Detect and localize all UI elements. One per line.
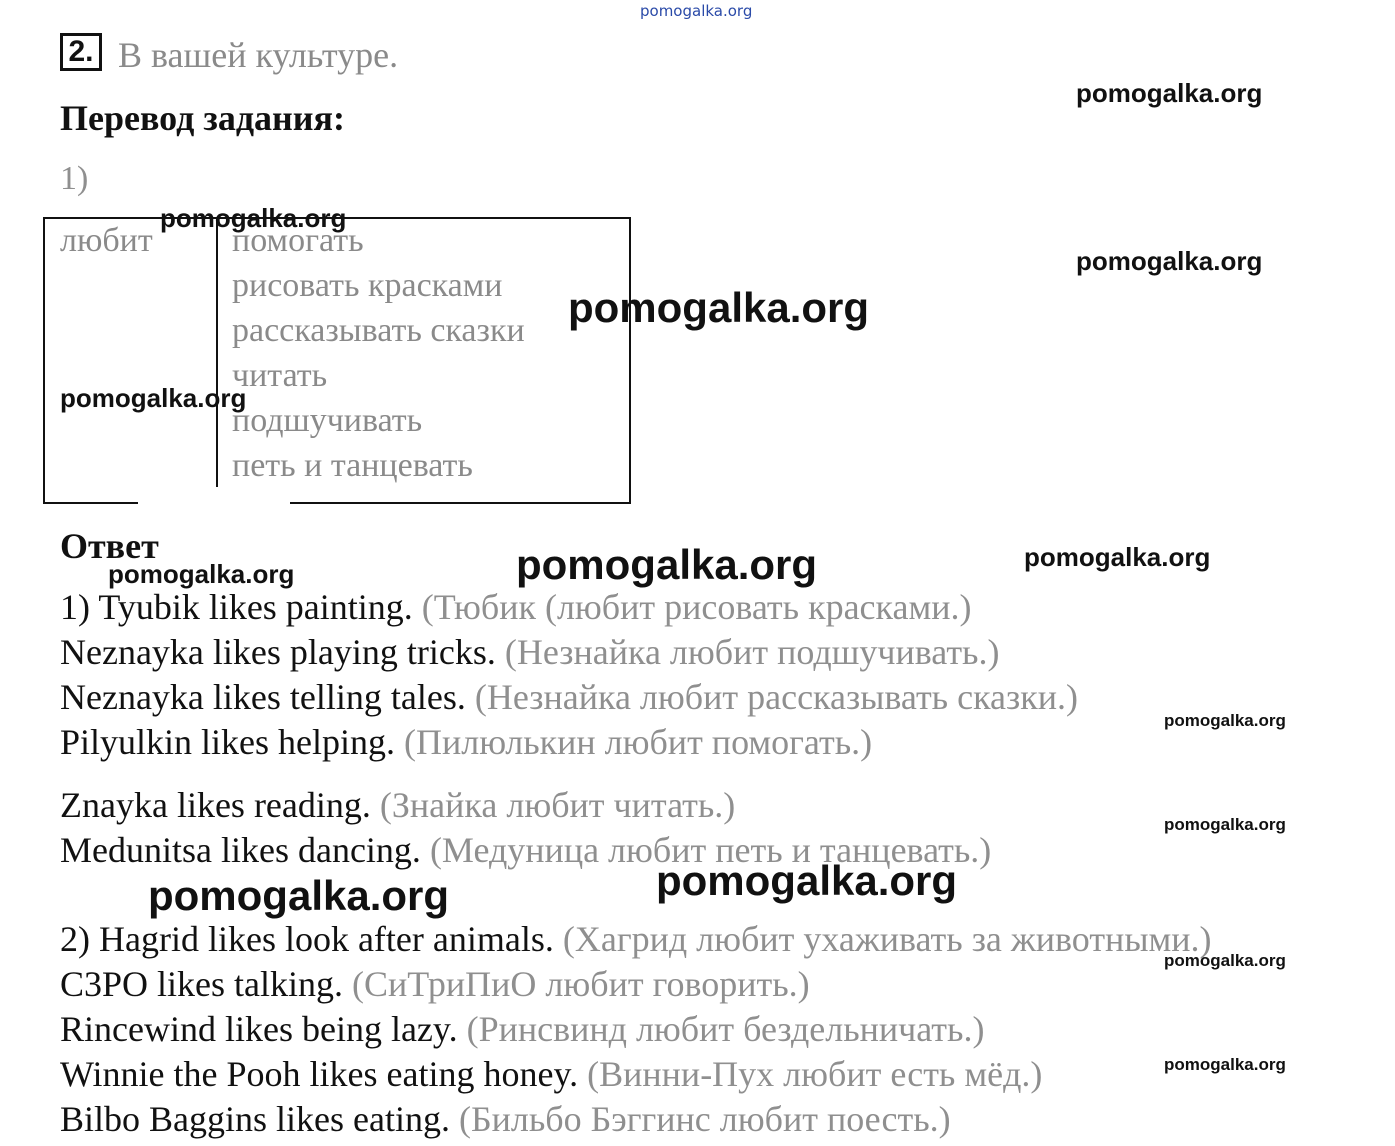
answer-english: Winnie the Pooh likes eating honey. [60,1054,579,1094]
watermark: pomogalka.org [568,284,870,331]
watermark: pomogalka.org [1164,815,1286,834]
activity-item: помогать [232,222,364,259]
answer-english: C3PO likes talking. [60,964,344,1004]
answer-translation: (Винни-Пух любит есть мёд.) [587,1054,1043,1094]
watermark: pomogalka.org [1076,246,1263,276]
watermark: pomogalka.org [108,559,295,589]
answer-translation: (Хагрид любит ухаживать за животными.) [562,919,1212,959]
activity-item: читать [232,357,328,394]
watermark: pomogalka.org [148,872,450,919]
watermark: pomogalka.org [60,383,247,413]
watermark: pomogalka.org [1164,1055,1286,1074]
watermark: pomogalka.org [656,857,958,904]
frame-gap [138,500,290,508]
watermark: pomogalka.org [1024,542,1211,572]
verb-cell: любит [60,222,153,259]
watermark: pomogalka.org [1164,711,1286,730]
verb-table-divider [216,219,218,487]
answer-line [60,918,1212,960]
answer-line [60,1053,1042,1095]
answer-translation: (Бильбо Бэггинс любит поесть.) [458,1099,951,1139]
answer-translation: (Тюбик (любит рисовать красками.) [421,587,972,627]
task-number-box: 2. [60,33,102,71]
translation-heading: Перевод задания: [60,98,345,138]
answer-translation: (Медуница любит петь и танцевать.) [429,830,992,870]
answer-english: Medunitsa likes dancing. [60,830,421,870]
answer-translation: (Незнайка любит рассказывать сказки.) [474,677,1078,717]
answer-translation: (СиТриПиО любит говорить.) [352,964,810,1004]
answer-english: Bilbo Baggins likes eating. [60,1099,450,1139]
answer-english: Pilyulkin likes helping. [60,722,396,762]
answer-line [60,676,1078,718]
activity-item: петь и танцевать [232,447,473,484]
watermark: pomogalka.org [516,541,818,588]
answer-english: 2) Hagrid likes look after animals. [60,919,554,959]
answer-english: 1) Tyubik likes painting. [60,587,413,627]
answer-line [60,586,971,628]
answer-translation: (Знайка любит читать.) [379,785,736,825]
answer-line [60,1008,984,1050]
answer-translation: (Пилюлькин любит помогать.) [404,722,873,762]
answer-line [60,1098,951,1140]
answer-translation: (Ринсвинд любит бездельничать.) [466,1009,985,1049]
answer-line [60,784,735,826]
answer-english: Neznayka likes telling tales. [60,677,466,717]
answer-translation: (Незнайка любит подшучивать.) [504,632,1000,672]
watermark: pomogalka.org [1164,951,1286,970]
activity-item: рассказывать сказки [232,312,525,349]
activity-item: подшучивать [232,402,423,439]
answer-english: Znayka likes reading. [60,785,371,825]
activity-item: рисовать красками [232,267,503,304]
answer-english: Rincewind likes being lazy. [60,1009,458,1049]
answer-line [60,963,810,1005]
part-1-label: 1) [60,160,89,197]
answer-line [60,721,872,763]
answer-english: Neznayka likes playing tricks. [60,632,496,672]
watermark: pomogalka.org [160,203,347,233]
answer-line [60,631,999,673]
site-link[interactable]: pomogalka.org [640,2,753,20]
task-title: В вашей культуре. [118,35,399,75]
answer-heading: Ответ [60,526,159,566]
watermark: pomogalka.org [1076,78,1263,108]
